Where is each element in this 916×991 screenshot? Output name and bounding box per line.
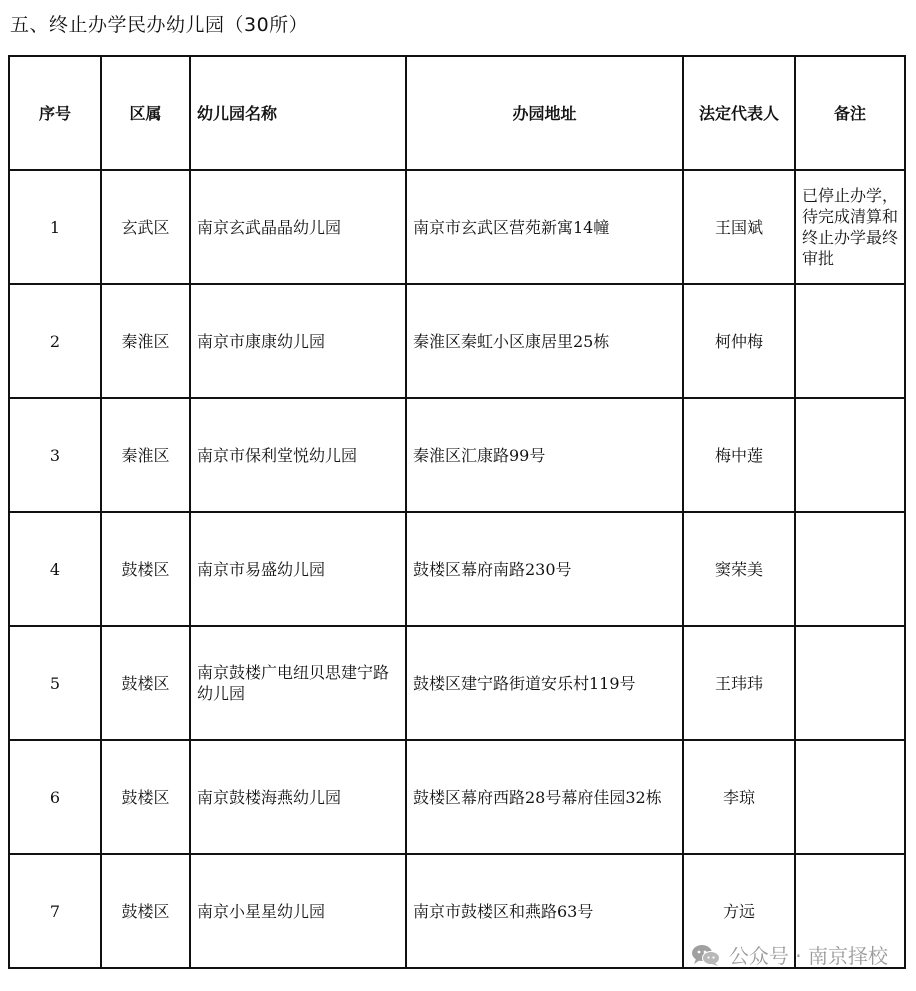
- cell-address: 秦淮区汇康路99号: [406, 398, 683, 512]
- cell-district: 秦淮区: [101, 398, 190, 512]
- cell-address: 南京市鼓楼区和燕路63号: [406, 854, 683, 968]
- cell-legal-rep: 方远: [683, 854, 795, 968]
- cell-remarks: [795, 398, 905, 512]
- cell-district: 秦淮区: [101, 284, 190, 398]
- cell-legal-rep: 柯仲梅: [683, 284, 795, 398]
- cell-address: 秦淮区秦虹小区康居里25栋: [406, 284, 683, 398]
- cell-legal-rep: 李琼: [683, 740, 795, 854]
- cell-index: 3: [9, 398, 101, 512]
- cell-name: 南京市康康幼儿园: [190, 284, 406, 398]
- header-index: 序号: [9, 56, 101, 170]
- cell-name: 南京鼓楼海燕幼儿园: [190, 740, 406, 854]
- cell-legal-rep: 王玮玮: [683, 626, 795, 740]
- cell-district: 鼓楼区: [101, 854, 190, 968]
- cell-legal-rep: 梅中莲: [683, 398, 795, 512]
- watermark-text: 公众号 · 南京择校: [728, 944, 888, 968]
- cell-remarks: [795, 626, 905, 740]
- kindergarten-table: [8, 55, 906, 969]
- table-row: [9, 284, 905, 398]
- section-title: 五、终止办学民办幼儿园（30所）: [10, 14, 309, 36]
- cell-name: 南京市保利堂悦幼儿园: [190, 398, 406, 512]
- cell-address: 鼓楼区建宁路街道安乐村119号: [406, 626, 683, 740]
- cell-index: 5: [9, 626, 101, 740]
- cell-address: 南京市玄武区营苑新寓14幢: [406, 170, 683, 284]
- cell-address: 鼓楼区幕府西路28号幕府佳园32栋: [406, 740, 683, 854]
- table-row: [9, 740, 905, 854]
- table-row: [9, 626, 905, 740]
- cell-legal-rep: 王国斌: [683, 170, 795, 284]
- cell-district: 鼓楼区: [101, 740, 190, 854]
- header-legal-rep: 法定代表人: [683, 56, 795, 170]
- header-name: 幼儿园名称: [190, 56, 406, 170]
- cell-district: 鼓楼区: [101, 626, 190, 740]
- cell-remarks: 已停止办学，待完成清算和终止办学最终审批: [795, 170, 905, 284]
- cell-district: 鼓楼区: [101, 512, 190, 626]
- cell-name: 南京小星星幼儿园: [190, 854, 406, 968]
- cell-legal-rep: 窦荣美: [683, 512, 795, 626]
- table-header-row: [9, 56, 905, 170]
- header-address: 办园地址: [406, 56, 683, 170]
- cell-remarks: [795, 284, 905, 398]
- cell-index: 2: [9, 284, 101, 398]
- cell-index: 7: [9, 854, 101, 968]
- cell-index: 1: [9, 170, 101, 284]
- cell-index: 6: [9, 740, 101, 854]
- cell-name: 南京玄武晶晶幼儿园: [190, 170, 406, 284]
- header-remarks: 备注: [795, 56, 905, 170]
- cell-index: 4: [9, 512, 101, 626]
- wechat-icon: [691, 943, 721, 967]
- cell-address: 鼓楼区幕府南路230号: [406, 512, 683, 626]
- header-district: 区属: [101, 56, 190, 170]
- watermark: [691, 940, 888, 969]
- table-row: [9, 170, 905, 284]
- cell-remarks: [795, 512, 905, 626]
- cell-name: 南京市易盛幼儿园: [190, 512, 406, 626]
- table-row: [9, 512, 905, 626]
- table-row: [9, 398, 905, 512]
- cell-remarks: [795, 740, 905, 854]
- cell-district: 玄武区: [101, 170, 190, 284]
- cell-name: 南京鼓楼广电纽贝思建宁路幼儿园: [190, 626, 406, 740]
